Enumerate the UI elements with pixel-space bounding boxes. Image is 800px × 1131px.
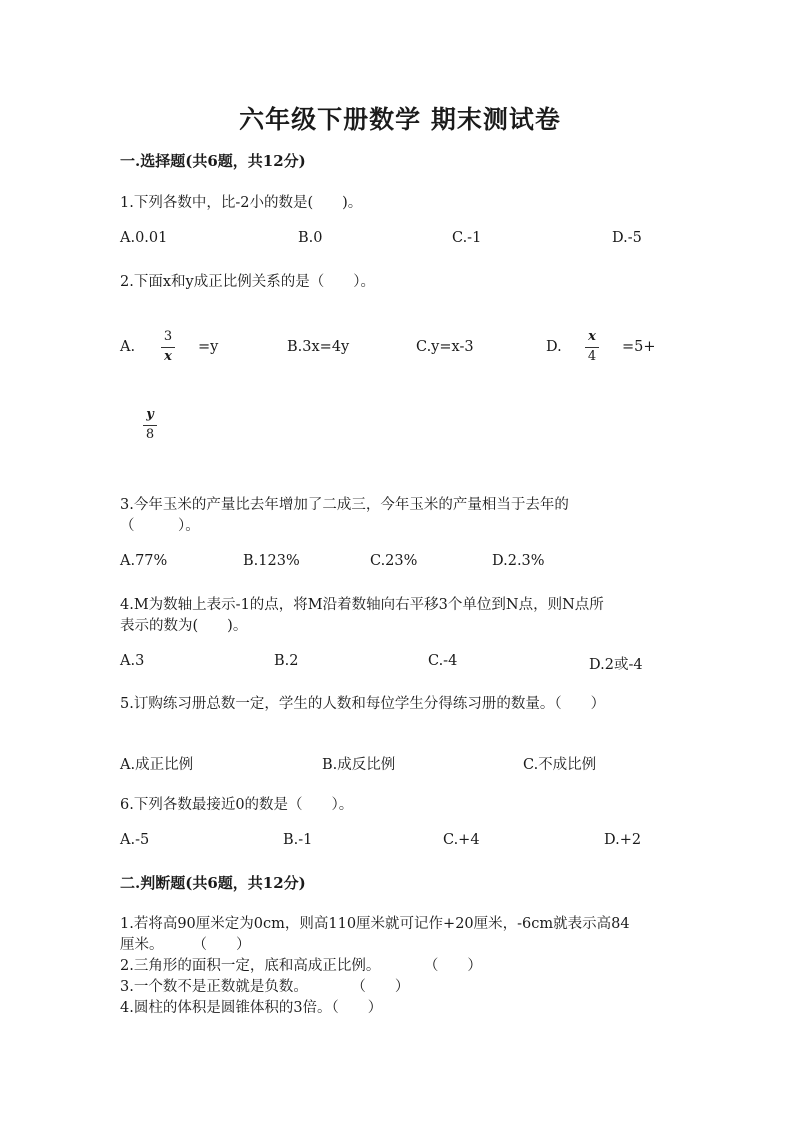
section-heading-judgment: 二.判断题(共6题，共12分) [120,874,306,892]
q5-option-a: A.成正比例 [120,757,194,773]
judgment-3: 3.一个数不是正数就是负数。 （ ） [120,979,410,995]
q5-option-b: B.成反比例 [322,757,396,773]
q2-option-d-tail-fraction [141,408,159,443]
q2-option-a-label: A. [120,339,136,355]
judgment-1-line-1: 1.若将高90厘米定为0cm，则高110厘米就可记作+20厘米，-6cm就表示高84 [120,916,630,932]
page-title: 六年级下册数学 期末测试卷 [239,105,561,134]
question-3-line-2: （ ）。 [120,518,200,534]
question-6: 6.下列各数最接近0的数是（ ）。 [120,797,354,813]
q6-option-c: C.+4 [443,832,480,848]
judgment-4: 4.圆柱的体积是圆锥体积的3倍。（ ） [120,1000,383,1016]
q1-option-c: C.-1 [452,230,482,246]
q2-option-d-rest: =5+ [622,339,656,355]
fraction-bar [161,347,175,348]
question-4-line-2: 表示的数为( )。 [120,618,248,634]
question-4-line-1: 4.M为数轴上表示-1的点，将M沿着数轴向右平移3个单位到N点，则N点所 [120,597,604,613]
q4-option-b: B.2 [274,653,299,669]
judgment-1-line-2: 厘米。 （ ） [120,937,251,953]
q6-option-a: A.-5 [120,832,150,848]
q2-option-d-label: D. [546,339,562,355]
fraction-numerator: 3 [163,329,173,344]
q4-option-a: A.3 [120,653,145,669]
q3-option-d: D.2.3% [492,553,545,569]
question-5: 5.订购练习册总数一定，学生的人数和每位学生分得练习册的数量。（ ） [120,696,606,712]
q2-option-c: C.y=x-3 [416,339,474,355]
fraction-denominator: 8 [145,427,155,442]
q4-option-c: C.-4 [428,653,458,669]
fraction-denominator: x [164,349,172,364]
q1-option-b: B.0 [298,230,323,246]
fraction-numerator: y [146,407,154,422]
q2-option-d-fraction [583,330,601,365]
q2-option-a-rest: =y [198,339,219,355]
fraction-numerator: x [588,329,596,344]
q6-option-d: D.+2 [604,832,642,848]
q3-option-c: C.23% [370,553,418,569]
section-heading-choice: 一.选择题(共6题，共12分) [120,152,306,170]
question-1: 1.下列各数中，比-2小的数是( )。 [120,195,363,211]
q3-option-b: B.123% [243,553,300,569]
q1-option-d: D.-5 [612,230,642,246]
q1-option-a: A.0.01 [120,230,168,246]
fraction-bar [143,425,157,426]
fraction-bar [585,347,599,348]
q4-option-d: D.2或-4 [589,657,643,673]
q5-option-c: C.不成比例 [523,757,597,773]
q2-option-b: B.3x=4y [287,339,350,355]
fraction-denominator: 4 [587,349,597,364]
q2-option-a-fraction [159,330,177,365]
question-3-line-1: 3.今年玉米的产量比去年增加了二成三，今年玉米的产量相当于去年的 [120,497,569,513]
question-2: 2.下面x和y成正比例关系的是（ ）。 [120,274,375,290]
q3-option-a: A.77% [120,553,168,569]
judgment-2: 2.三角形的面积一定，底和高成正比例。 （ ） [120,958,482,974]
q6-option-b: B.-1 [283,832,313,848]
